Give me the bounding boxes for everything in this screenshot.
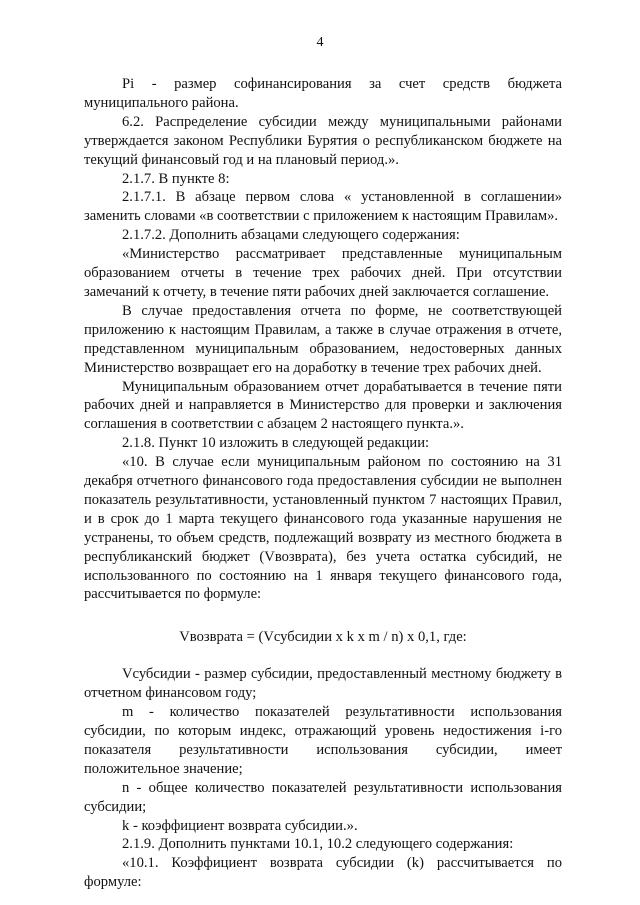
paragraph: 2.1.8. Пункт 10 изложить в следующей редакции: [122,435,430,452]
paragraph: «10.1. Коэффициент возврата субсидии (k) рассчитывается по формуле: [84,855,562,891]
definition: Vсубсидии - размер субсидии, предоставленный местному бюджету в отчетном финансовом году; [84,666,562,702]
document-body [84,75,562,892]
paragraph: «10. В случае если муниципальным районом по состоянию на 31 декабря отчетного финансового года предоставления субсидии не выполнен показатель результативности, установленный пунктом 7 настоящих Правил, и в срок до 1 марта текущего финансового года указанные нарушения не устранены, то объем средств, подлежащий возврату из местного бюджета в республиканский бюджет (Vвозврата), без учета остатка субсидий, не использованного по состоянию на 1 января текущего финансового года, рассчитывается по формуле: [84,454,562,603]
definition: m - количество показателей результативности использования субсидии, по которым индекс, отражающий уровень недостижения i-го показателя результативности использования субсидии, имеет положительное значение; [84,704,562,777]
formula: Vвозврата = (Vсубсидии x k x m / n) x 0,1, где: [179,629,467,646]
paragraph: В случае предоставления отчета по форме, не соответствующей приложению к настоящим Правилам, а также в случае отражения в отчете, представленном муниципальным образованием, недостоверных данных Министерство возвращает его на доработку в течение трех рабочих дней. [84,302,562,376]
definition: n - общее количество показателей результативности использования субсидии; [84,779,562,815]
definition: k - коэффициент возврата субсидии.». [122,817,358,834]
paragraph: Муниципальным образованием отчет дорабатывается в течение пяти рабочих дней и направляется в Министерство для проверки и заключения соглашения в соответствии с абзацем 2 настоящего пункта.». [84,378,562,433]
paragraph: 2.1.7.2. Дополнить абзацами следующего содержания: [122,227,460,244]
paragraph: «Министерство рассматривает представленные муниципальным образованием отчеты в течение трех рабочих дней. При отсутствии замечаний к отчету, в течение пяти рабочих дней заключается соглашение. [84,246,562,300]
page-number: 4 [316,35,324,50]
paragraph: Pi - размер софинансирования за счет средств бюджета муниципального района. [84,76,562,111]
paragraph: 6.2. Распределение субсидии между муниципальными районами утверждается законом Республики Бурятия о республиканском бюджете на текущий финансовый год и на плановый период.». [84,113,562,168]
paragraph: 2.1.9. Дополнить пунктами 10.1, 10.2 следующего содержания: [122,836,514,853]
paragraph: 2.1.7.1. В абзаце первом слова « установленной в соглашении» заменить словами «в соответствии с приложением к настоящим Правилам». [84,189,562,225]
paragraph: 2.1.7. В пункте 8: [122,170,230,187]
